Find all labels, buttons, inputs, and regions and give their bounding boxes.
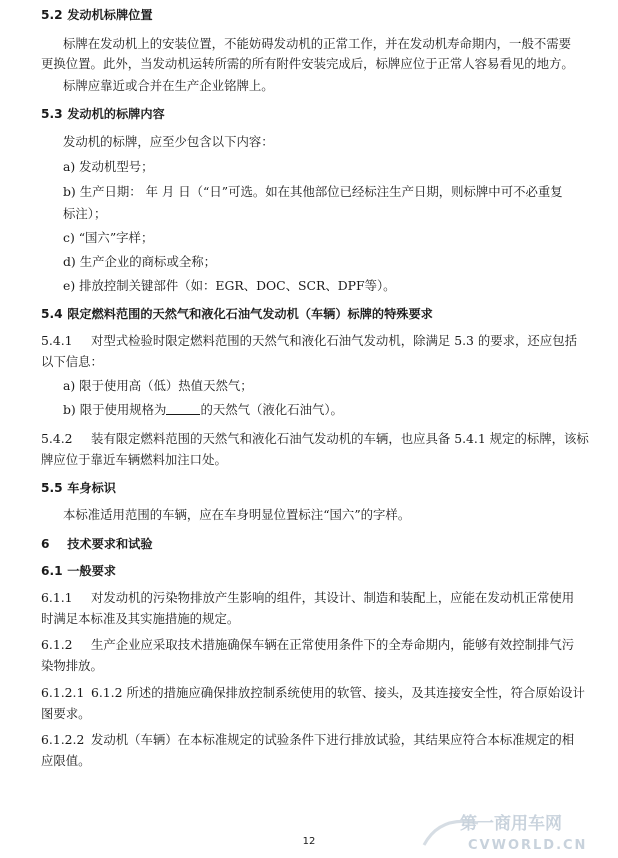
- paragraph-line: 标牌应靠近或合并在生产企业铭牌上。: [63, 78, 274, 93]
- paragraph-line: 发动机的标牌，应至少包含以下内容：: [63, 134, 274, 149]
- section-6-1-heading: 6.1 一般要求: [41, 564, 116, 578]
- section-5-4-heading: 5.4 限定燃料范围的天然气和液化石油气发动机（车辆）标牌的特殊要求: [41, 307, 433, 321]
- blank-field-line: [166, 402, 200, 415]
- section-5-2-heading: 5.2 发动机标牌位置: [41, 8, 153, 22]
- watermark-text-en: CVWORLD.CN: [468, 838, 588, 853]
- clause-6-1-1: 6.1.1 对发动机的污染物排放产生影响的组件，其设计、制造和装配上，应能在发动机正常使用: [41, 590, 575, 605]
- list-item: a) 限于使用高（低）热值天然气；: [63, 378, 253, 393]
- paragraph-line: 染物排放。: [41, 658, 103, 673]
- list-item: e) 排放控制关键部件（如：EGR、DOC、SCR、DPF等）。: [63, 278, 396, 293]
- paragraph-line: 标牌在发动机上的安装位置，不能妨碍发动机的正常工作，并在发动机寿命期内，一般不需要: [63, 36, 572, 51]
- clause-5-4-2: 5.4.2 装有限定燃料范围的天然气和液化石油气发动机的车辆，也应具备 5.4.1 规定的标牌，该标: [41, 431, 589, 446]
- clause-6-1-2: 6.1.2 生产企业应采取技术措施确保车辆在正常使用条件下的全寿命期内，能够有效控制排气污: [41, 637, 575, 652]
- watermark-logo: [420, 805, 615, 855]
- paragraph-line: 更换位置。此外，当发动机运转所需的所有附件安装完成后，标牌应位于正常人容易看见的地方。: [41, 56, 574, 71]
- clause-6-1-2-1: 6.1.2.1 6.1.2 所述的措施应确保排放控制系统使用的软管、接头，及其连接安全性，符合原始设计: [41, 685, 585, 700]
- list-item: a) 发动机型号；: [63, 159, 154, 174]
- paragraph-line: 牌应位于靠近车辆燃料加注口处。: [41, 452, 227, 467]
- list-item: c) “国六”字样；: [63, 230, 154, 245]
- paragraph-line: 时满足本标准及其实施措施的规定。: [41, 611, 240, 626]
- list-item: b) 生产日期： 年 月 日（“日”可选。如在其他部位已经标注生产日期，则标牌中可不必重复: [63, 184, 563, 199]
- clause-5-4-1: 5.4.1 对型式检验时限定燃料范围的天然气和液化石油气发动机，除满足 5.3 的要求，还应包括: [41, 333, 577, 348]
- clause-6-1-2-2: 6.1.2.2 发动机（车辆）在本标准规定的试验条件下进行排放试验，其结果应符合本标准规定的相: [41, 732, 575, 747]
- section-6-heading: 6 技术要求和试验: [41, 537, 153, 551]
- paragraph-line: 以下信息：: [41, 354, 103, 369]
- list-item: b) 限于使用规格为 的天然气（液化石油气）。: [63, 402, 343, 417]
- paragraph-line: 本标准适用范围的车辆，应在车身明显位置标注“国六”的字样。: [63, 507, 411, 522]
- section-5-3-heading: 5.3 发动机的标牌内容: [41, 107, 165, 121]
- list-item: d) 生产企业的商标或全称；: [63, 254, 217, 269]
- list-item: 标注）；: [63, 206, 107, 221]
- watermark-text-cn: 第一商用车网: [460, 814, 562, 834]
- page-number: 12: [302, 836, 316, 847]
- paragraph-line: 应限值。: [41, 753, 91, 768]
- paragraph-line: 图要求。: [41, 706, 91, 721]
- section-5-5-heading: 5.5 车身标识: [41, 481, 116, 495]
